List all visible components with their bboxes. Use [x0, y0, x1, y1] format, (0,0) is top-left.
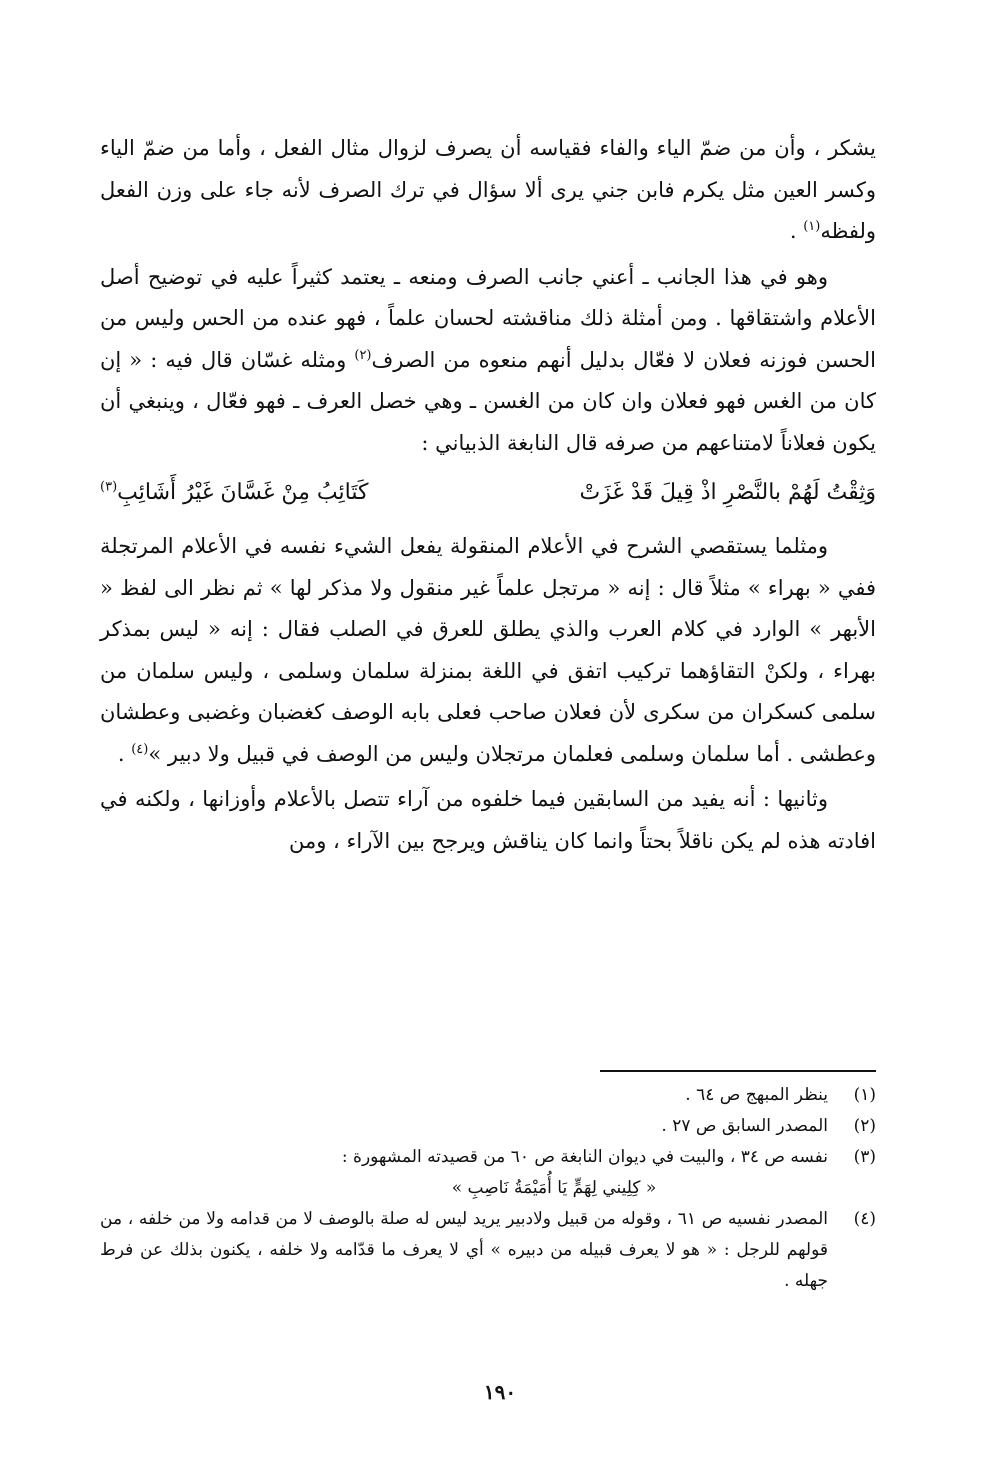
- paragraph-1-text: يشكر ، وأن من ضمّ الياء والفاء فقياسه أن يصرف لزوال مثال الفعل ، وأما من ضمّ الياء وكسر العين مثل يكرم فابن جني يرى ألا سؤال في ترك الصرف لأنه جاء على وزن الفعل ولفظه: [100, 136, 876, 243]
- paragraph-3-end: .: [117, 741, 132, 766]
- verse-second-hemistich: [100, 470, 368, 516]
- footnote-text: المصدر السابق ص ٢٧ .: [661, 1116, 828, 1136]
- footnote-number: (٢): [853, 1116, 876, 1136]
- footnote-number: (١): [853, 1085, 876, 1105]
- paragraph-1-end: .: [789, 219, 804, 243]
- footnote-2: [100, 1111, 876, 1142]
- paragraph-1: [100, 128, 876, 253]
- paragraph-2-text: وهو في هذا الجانب ـ أعني جانب الصرف ومنعه ـ يعتمد كثيراً عليه في توضيح أصل الأعلام واشتقاقها . ومن أمثلة ذلك مناقشته لحسان علماً ، فهو عنده من الحس وليس من الحسن فوزنه فعلان لا فعّال بدليل أنهم منعوه من الصرف: [100, 264, 876, 372]
- paragraph-2: [100, 257, 876, 465]
- main-text: [100, 128, 876, 862]
- footnote-text: ينظر المبهج ص ٦٤ .: [685, 1085, 828, 1105]
- paragraph-4-text: وثانيها : أنه يفيد من السابقين فيما خلفوه من آراء تتصل بالأعلام وأوزانها ، ولكنه في افادته هذه لم يكن ناقلاً بحتاً وانما كان يناقش ويرجح بين الآراء ، ومن: [100, 787, 876, 853]
- footnote-3: [100, 1142, 876, 1204]
- footnotes: [100, 1080, 876, 1297]
- footnote-text: المصدر نفسيه ص ٦١ ، وقوله من قبيل ولادبير يريد ليس له صلة بالوصف لا من قدامه ولا من خلفه ، من قولهم للرجل : « هو لا يعرف قبيله من دبيره » أي لا يعرف ما قدّامه ولا خلفه ، يكنون بذلك عن فرط جهله .: [100, 1209, 828, 1291]
- footnote-text: نفسه ص ٣٤ ، والبيت في ديوان النابغة ص ٦٠ من قصيدته المشهورة :: [341, 1147, 828, 1167]
- footnote-quoted-verse: « كِلِيني لِهَمٍّ يَا أُمَيْمَةُ نَاصِبِ »: [451, 1178, 657, 1198]
- verse-first-hemistich: وَثِقْتُ لَهُمْ بالنَّصْرِ اذْ قِيلَ قَدْ غَزَتْ: [579, 480, 876, 505]
- footnote-body: [100, 1142, 828, 1204]
- footnote-number: (٣): [853, 1147, 876, 1167]
- footnote-ref-4: (٤): [131, 741, 149, 757]
- footnote-number: (٤): [853, 1209, 876, 1229]
- footnote-ref-2: (٢): [354, 347, 372, 363]
- footnote-4: [100, 1204, 876, 1297]
- footnote-1: [100, 1080, 876, 1111]
- paragraph-4: [100, 779, 876, 862]
- footnote-ref-3: (٣): [100, 479, 118, 495]
- poetry-verse: [100, 470, 876, 516]
- paragraph-2-continuation: ومثله غسّان قال فيه : « إن كان من الغس فهو فعلان وان كان من الغسن ـ وهي خصل العرف ـ فهو فعّال ، وينبغي أن يكون فعلاناً لامتناعهم من صرفه قال النابغة الذبياني :: [100, 347, 876, 455]
- paragraph-3: [100, 526, 876, 775]
- footnote-separator: [600, 1070, 876, 1072]
- page-number: ١٩٠: [483, 1380, 517, 1404]
- paragraph-3-text: ومثلما يستقصي الشرح في الأعلام المنقولة يفعل الشيء نفسه في الأعلام المرتجلة ففي « بهراء » مثلاً قال : إنه « مرتجل علماً غير منقول ولا مذكر لها » ثم نظر الى لفظ « الأبهر » الوارد في كلام العرب والذي يطلق للعرق في الصلب فقال : إنه « ليس بمذكر بهراء ، ولكنْ التقاؤهما تركيب اتفق في اللغة بمنزلة سلمان وسلمى ، وليس سلمان من سلمى كسكران من سكرى لأن فعلان صاحب فعلى بابه الوصف كغضبان وغضبى وعطشان وعطشى . أما سلمان وسلمى فعلمان مرتجلان وليس من الوصف في قبيل ولا دبير »: [100, 534, 876, 766]
- verse-second-text: كَتَائِبُ مِنْ غَسَّانَ غَيْرُ أَشَائِبِ: [117, 480, 369, 505]
- footnote-ref-1: (١): [803, 219, 821, 234]
